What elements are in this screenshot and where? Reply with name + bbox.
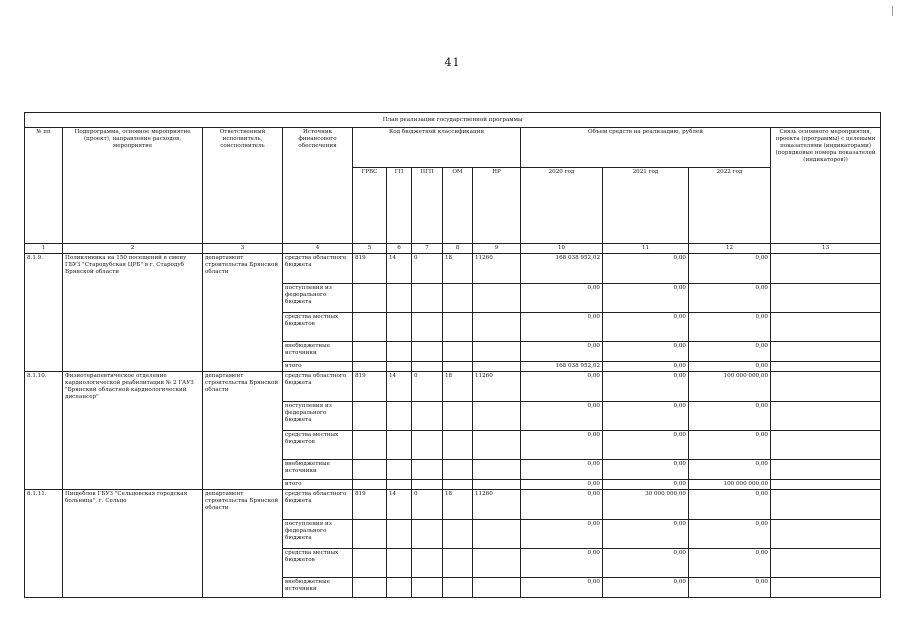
cell-gp [387, 548, 412, 577]
plan-table [24, 112, 881, 598]
row-source: внебюджетные источники [283, 342, 353, 362]
cell-np [473, 577, 521, 597]
cell-2021: 30 000 000,00 [603, 489, 689, 519]
cell-om [443, 313, 473, 342]
cell-link [771, 284, 881, 313]
column-number: 11 [603, 244, 689, 254]
row-name: Пищеблок ГБУЗ "Сельцовская городская больница", г. Сельцо [63, 489, 203, 597]
cell-np [473, 548, 521, 577]
cell-np: 11260 [473, 371, 521, 401]
cell-2022: 0,00 [689, 459, 771, 479]
cell-gp [387, 284, 412, 313]
cell-om [443, 548, 473, 577]
column-number: 1 [25, 244, 63, 254]
cell-link [771, 489, 881, 519]
cell-pgp [412, 430, 443, 459]
cell-2022: 0,00 [689, 342, 771, 362]
cell-grbs [353, 479, 387, 489]
cell-2022: 0,00 [689, 489, 771, 519]
cell-grbs [353, 459, 387, 479]
cell-2021: 0,00 [603, 519, 689, 548]
header-num: № пп [25, 128, 63, 244]
row-number: 8.1.9. [25, 254, 63, 372]
cell-om [443, 284, 473, 313]
header-2021: 2021 год [603, 168, 689, 244]
cell-2022: 0,00 [689, 519, 771, 548]
cell-pgp [412, 342, 443, 362]
cell-link [771, 401, 881, 430]
scan-edge-mark [892, 6, 893, 16]
column-number: 4 [283, 244, 353, 254]
cell-pgp: 0 [412, 371, 443, 401]
cell-2020: 0,00 [521, 342, 603, 362]
row-number: 8.1.10. [25, 371, 63, 489]
row-name: Поликлиника на 150 посещений в смену ГБУЗ "Стародубская ЦРБ" в г. Стародуб Брянской области [63, 254, 203, 372]
cell-2022: 0,00 [689, 401, 771, 430]
table-title: План реализации государственной программы [25, 113, 881, 128]
cell-pgp: 0 [412, 254, 443, 284]
cell-2020: 168 038 952,02 [521, 254, 603, 284]
cell-gp [387, 430, 412, 459]
cell-2022: 0,00 [689, 284, 771, 313]
row-source: средства областного бюджета [283, 254, 353, 284]
row-source: средства областного бюджета [283, 489, 353, 519]
cell-2020: 0,00 [521, 489, 603, 519]
column-number: 8 [443, 244, 473, 254]
cell-om: 18 [443, 489, 473, 519]
cell-np [473, 362, 521, 372]
row-source: средства областного бюджета [283, 371, 353, 401]
cell-2021: 0,00 [603, 577, 689, 597]
header-subprogram: Подпрограмма, основное мероприятие (проект), направление расходов, мероприятие [63, 128, 203, 244]
cell-pgp [412, 362, 443, 372]
cell-om [443, 430, 473, 459]
cell-pgp [412, 548, 443, 577]
table-row [25, 371, 881, 401]
cell-2020: 0,00 [521, 548, 603, 577]
cell-grbs [353, 401, 387, 430]
row-source: внебюджетные источники [283, 459, 353, 479]
cell-gp [387, 459, 412, 479]
cell-np [473, 430, 521, 459]
header-2020: 2020 год [521, 168, 603, 244]
cell-grbs [353, 362, 387, 372]
cell-2020: 168 038 952,02 [521, 362, 603, 372]
cell-gp [387, 362, 412, 372]
column-number: 5 [353, 244, 387, 254]
row-number: 8.1.11. [25, 489, 63, 597]
row-source: поступления из федерального бюджета [283, 401, 353, 430]
table-row [25, 254, 881, 284]
cell-grbs [353, 342, 387, 362]
cell-gp: 14 [387, 254, 412, 284]
cell-om [443, 519, 473, 548]
cell-np: 11260 [473, 489, 521, 519]
cell-2021: 0,00 [603, 284, 689, 313]
row-source: поступления из федерального бюджета [283, 519, 353, 548]
header-budget-code: Код бюджетной классификации [353, 128, 521, 168]
cell-pgp [412, 577, 443, 597]
cell-gp [387, 342, 412, 362]
column-number: 10 [521, 244, 603, 254]
cell-2020: 0,00 [521, 577, 603, 597]
cell-2022: 0,00 [689, 313, 771, 342]
row-responsible: департамент строительства Брянской области [203, 489, 283, 597]
cell-2020: 0,00 [521, 519, 603, 548]
cell-grbs [353, 284, 387, 313]
cell-pgp [412, 459, 443, 479]
cell-grbs [353, 548, 387, 577]
cell-gp [387, 313, 412, 342]
column-number: 3 [203, 244, 283, 254]
cell-2021: 0,00 [603, 430, 689, 459]
cell-2020: 0,00 [521, 459, 603, 479]
cell-om [443, 342, 473, 362]
cell-2020: 0,00 [521, 313, 603, 342]
cell-pgp [412, 519, 443, 548]
cell-om [443, 479, 473, 489]
cell-grbs [353, 430, 387, 459]
cell-link [771, 459, 881, 479]
cell-gp: 14 [387, 371, 412, 401]
row-source: средства местных бюджетов [283, 313, 353, 342]
cell-2021: 0,00 [603, 254, 689, 284]
column-number: 2 [63, 244, 203, 254]
cell-link [771, 577, 881, 597]
cell-link [771, 362, 881, 372]
cell-grbs [353, 519, 387, 548]
header-responsible: Ответственный исполнитель, соисполнитель [203, 128, 283, 244]
row-source: поступления из федерального бюджета [283, 284, 353, 313]
row-source: итого [283, 362, 353, 372]
cell-om: 18 [443, 371, 473, 401]
cell-grbs: 819 [353, 254, 387, 284]
cell-np [473, 479, 521, 489]
cell-om [443, 577, 473, 597]
cell-pgp [412, 401, 443, 430]
header-2022: 2022 год [689, 168, 771, 244]
cell-np [473, 401, 521, 430]
cell-2022: 0,00 [689, 430, 771, 459]
cell-2021: 0,00 [603, 459, 689, 479]
cell-link [771, 371, 881, 401]
cell-2021: 0,00 [603, 401, 689, 430]
cell-gp [387, 401, 412, 430]
header-gp: ГП [387, 168, 412, 244]
table-row [25, 489, 881, 519]
cell-2020: 0,00 [521, 284, 603, 313]
cell-grbs [353, 313, 387, 342]
cell-link [771, 519, 881, 548]
cell-np [473, 284, 521, 313]
header-source: Источник финансового обеспечения [283, 128, 353, 244]
cell-np [473, 313, 521, 342]
cell-2021: 0,00 [603, 362, 689, 372]
row-responsible: департамент строительства Брянской области [203, 371, 283, 489]
cell-gp: 14 [387, 489, 412, 519]
cell-gp [387, 479, 412, 489]
header-link: Связь основного мероприятия, проекта (программы) с целевыми показателями (индикаторами) (порядковые номера показателей (индикаторов)) [771, 128, 881, 244]
cell-link [771, 254, 881, 284]
column-number: 13 [771, 244, 881, 254]
column-number-row [25, 244, 881, 254]
cell-gp [387, 519, 412, 548]
cell-grbs: 819 [353, 489, 387, 519]
cell-2021: 0,00 [603, 371, 689, 401]
header-volume: Объем средств на реализацию, рублей [521, 128, 771, 168]
cell-pgp [412, 479, 443, 489]
cell-link [771, 479, 881, 489]
cell-link [771, 548, 881, 577]
cell-2022: 0,00 [689, 254, 771, 284]
header-pgp: ПГП [412, 168, 443, 244]
cell-pgp [412, 313, 443, 342]
column-number: 7 [412, 244, 443, 254]
cell-2021: 0,00 [603, 479, 689, 489]
cell-np [473, 459, 521, 479]
cell-2022: 0,00 [689, 362, 771, 372]
cell-2020: 0,00 [521, 430, 603, 459]
cell-2022: 100 000 000,00 [689, 479, 771, 489]
cell-om: 18 [443, 254, 473, 284]
cell-2020: 0,00 [521, 401, 603, 430]
cell-link [771, 342, 881, 362]
column-number: 12 [689, 244, 771, 254]
row-source: средства местных бюджетов [283, 430, 353, 459]
cell-pgp: 0 [412, 489, 443, 519]
cell-2022: 0,00 [689, 548, 771, 577]
header-om: ОМ [443, 168, 473, 244]
row-name: Физиотерапевтическое отделение кардиологической реабилитации № 2 ГАУЗ "Брянский областной кардиологический диспансер" [63, 371, 203, 489]
row-source: внебюджетные источники [283, 577, 353, 597]
cell-link [771, 313, 881, 342]
cell-link [771, 430, 881, 459]
cell-2021: 0,00 [603, 548, 689, 577]
cell-2020: 0,00 [521, 479, 603, 489]
cell-grbs: 819 [353, 371, 387, 401]
row-responsible: департамент строительства Брянской области [203, 254, 283, 372]
cell-2020: 0,00 [521, 371, 603, 401]
cell-om [443, 401, 473, 430]
cell-om [443, 362, 473, 372]
row-source: средства местных бюджетов [283, 548, 353, 577]
row-source: итого [283, 479, 353, 489]
cell-pgp [412, 284, 443, 313]
cell-gp [387, 577, 412, 597]
cell-np [473, 519, 521, 548]
column-number: 9 [473, 244, 521, 254]
cell-2021: 0,00 [603, 342, 689, 362]
cell-grbs [353, 577, 387, 597]
header-grbs: ГРБС [353, 168, 387, 244]
cell-np [473, 342, 521, 362]
cell-2021: 0,00 [603, 313, 689, 342]
cell-2022: 100 000 000,00 [689, 371, 771, 401]
cell-2022: 0,00 [689, 577, 771, 597]
column-number: 6 [387, 244, 412, 254]
page-number: 41 [444, 56, 461, 69]
header-np: НР [473, 168, 521, 244]
cell-om [443, 459, 473, 479]
cell-np: 11260 [473, 254, 521, 284]
